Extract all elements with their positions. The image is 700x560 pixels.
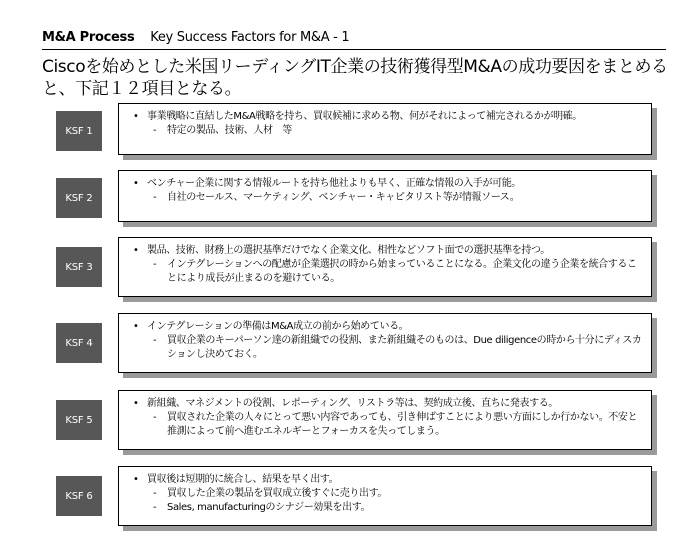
main-point-text: 買収後は短期的に統合し、結果を早く出す。 — [147, 474, 339, 485]
bullet-icon: • — [133, 321, 139, 332]
dash-icon: - — [153, 259, 157, 270]
ksf-label: KSF 3 — [56, 247, 102, 287]
sub-point — [133, 258, 643, 286]
sub-point-text: 買収した企業の製品を買収成立後すぐに売り出す。 — [167, 488, 387, 499]
bullet-icon: • — [133, 474, 139, 485]
sub-point-text: 特定の製品、技術、人材 等 — [167, 125, 292, 136]
dash-icon: - — [153, 412, 157, 423]
bullet-icon: • — [133, 111, 139, 122]
sub-point-text: 自社のセールス、マーケティング、ベンチャー・キャピタリスト等が情報ソース。 — [167, 192, 520, 203]
sub-point-text: 買収企業のキーパーソン達の新組織での役割、また新組織そのものは、Due diligenceの時から十分にディスカションし決めておく。 — [167, 335, 642, 360]
ksf-box — [118, 237, 652, 297]
dash-icon: - — [153, 488, 157, 499]
dash-icon: - — [153, 125, 157, 136]
dash-icon: - — [153, 335, 157, 346]
sub-point-text: インテグレーションへの配慮が企業選択の時から始まっていることになる。企業文化の違う企業を統合することにより成長が止まるのを避けている。 — [167, 259, 637, 284]
main-point-text: 新組織、マネジメントの役割、レポーティング、リストラ等は、契約成立後、直ちに発表する。 — [147, 398, 558, 409]
main-point — [133, 177, 643, 191]
header-divider — [42, 49, 666, 50]
sub-point — [133, 411, 643, 439]
bullet-icon: • — [133, 245, 139, 256]
main-point-text: ベンチャー企業に関する情報ルートを持ち他社よりも早く、正確な情報の入手が可能。 — [147, 178, 521, 189]
bullet-icon: • — [133, 178, 139, 189]
sub-point — [133, 334, 643, 362]
ksf-label: KSF 4 — [56, 323, 102, 363]
sub-point — [133, 487, 643, 501]
ksf-label: KSF 1 — [56, 111, 102, 151]
ksf-box — [118, 390, 652, 450]
ksf-label: KSF 5 — [56, 400, 102, 440]
main-point — [133, 473, 643, 487]
process-label: M&A Process — [42, 30, 135, 45]
main-point — [133, 110, 643, 124]
bullet-icon: • — [133, 398, 139, 409]
lead-text: Ciscoを始めとした米国リーディングIT企業の技術獲得型M&Aの成功要因をまとめると、下記１２項目となる。 — [42, 57, 668, 99]
dash-icon: - — [153, 192, 157, 203]
ksf-label: KSF 2 — [56, 178, 102, 218]
sub-point — [133, 124, 643, 138]
ksf-box — [118, 466, 652, 526]
dash-icon: - — [153, 502, 157, 513]
ksf-box — [118, 170, 652, 222]
sub-point — [133, 191, 643, 205]
page-header — [42, 30, 666, 45]
main-point — [133, 244, 643, 258]
ksf-box — [118, 103, 652, 155]
main-point — [133, 320, 643, 334]
main-point-text: 事業戦略に直結したM&A戦略を持ち、買収候補に求める物、何がそれによって補完されるかが明確。 — [147, 111, 582, 122]
sub-point-text: 買収された企業の人々にとって悪い内容であっても、引き伸ばすことにより悪い方面にしか行かない。不安と推測によって前へ進むエネルギーとフォーカスを失ってしまう。 — [167, 412, 638, 437]
sub-point-text: Sales, manufacturingのシナジー効果を出す。 — [167, 502, 371, 513]
main-point — [133, 397, 643, 411]
ksf-box — [118, 313, 652, 373]
ksf-label: KSF 6 — [56, 476, 102, 516]
main-point-text: インテグレーションの準備はM&A成立の前から始めている。 — [147, 321, 409, 332]
main-point-text: 製品、技術、財務上の選択基準だけでなく企業文化、相性などソフト面での選択基準を持つ。 — [147, 245, 550, 256]
sub-point — [133, 501, 643, 515]
header-title: Key Success Factors for M&A - 1 — [150, 30, 350, 45]
